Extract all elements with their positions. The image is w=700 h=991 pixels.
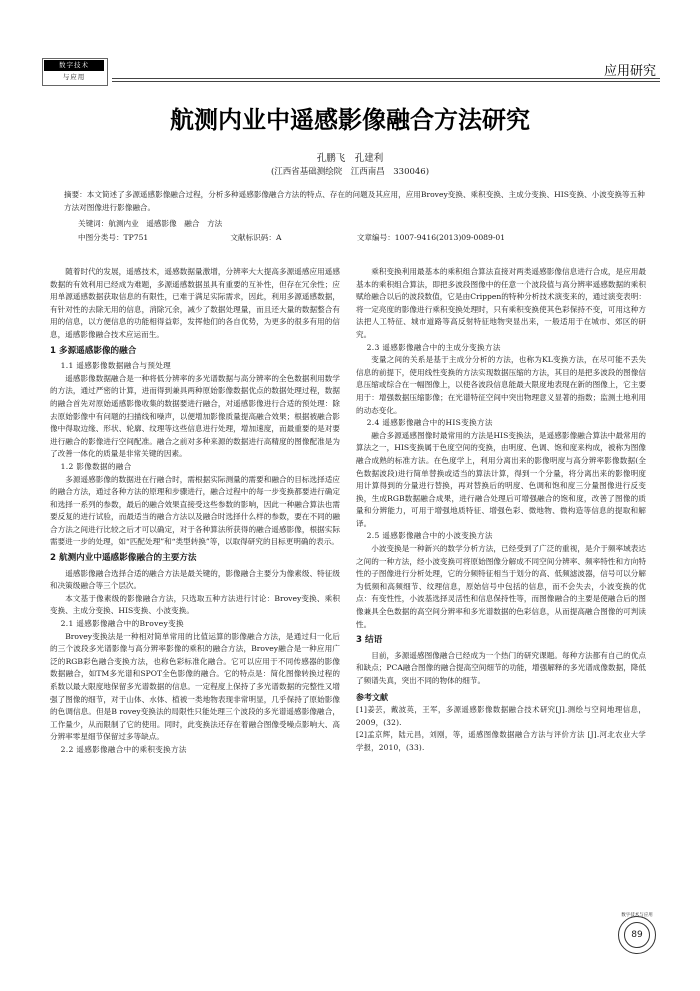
section-tag: 应用研究: [603, 64, 656, 79]
journal-logo-bottom: 与应用: [62, 73, 86, 81]
page-badge-text: 数字技术与应用: [621, 913, 653, 918]
section-heading: 3 结语: [356, 635, 383, 646]
paragraph: 遥感影像融合选择合适的融合方法是最关键的，影像融合主要分为像素级、特征级和决策级融合等三个层次。: [50, 568, 340, 591]
paragraph: Brovey变换法是一种相对简单常用的比值运算的影像融合方法，是通过归一化后的三个波段多光谱影像与高分辨率影像的乘积的融合方法，Brovey融合是一种应用广泛的RGB彩色融合变换方法，也称色彩标准化融合。它可以应用于不同传感器的影像数据融合，如TM多光谱和SPOT全色影像的融合。它的特点是：简化图像转换过程的系数以最大限度地保留多光谱数据的信息。一定程度上保持了多光谱数据的完整性又增强了图像的细节，对于山体、水体、植被一类地物表现非常明显，几乎保持了原始影像的色调信息。但是B rovey变换法的局限性只能处理三个波段的多光谱遥感影像融合，工作量少，从而限制了它的使用。同时，此变换法还存在着融合图像受噪点影响大、高分辨率零星细节保留过多等缺点。: [50, 631, 340, 742]
header-rule-2: [112, 81, 660, 82]
paragraph: 目前，多源遥感图像融合已经成为一个热门的研究课题。每种方法都有自己的优点和缺点；PCA融合图像的融合提高空间细节的功能，增强解释的多光谱成像数据，降低了频谱失真，突出不同的物体的细节。: [356, 650, 646, 685]
reference-item: [1]姜芸，戴波英，王军，多源遥感影像数据融合技术研究[J].测绘与空间地理信息，2009，(32).: [356, 705, 646, 727]
paragraph: 遥感影像数据融合是一种将低分辨率的多光谱数据与高分辨率的全色数据利用数学的方法，通过严密的计算，进而得到兼具两种原始影像数据优点的数据处理过程，数据的融合首先对原始遥感影像收集的数据要进行融合，对遥感影像进行合适的预处理：除去原始影像中有问题的扫描线和噪声，以便增加影像质量提高融合效果；根据被融合影像中得取边缘、形状、轮廓、纹理等这些信息进行处理，增加速度，而最重要的是对要进行融合的影像进行空间配准。融合之前对多种来源的数据进行高精度的图像配准是为了改善一体化的质量是非常关键的因素。: [50, 373, 340, 459]
affiliation: (江西省基础测绘院 江西南昌 330046): [270, 167, 430, 177]
subsection-heading: 2.2 遥感影像融合中的乘积变换方法: [60, 744, 187, 754]
subsection-heading: 2.4 遥感影像融合中的HIS变换方法: [366, 418, 493, 428]
left-column: [50, 266, 340, 757]
section-heading: 2 航测内业中遥感影像融合的主要方法: [50, 553, 197, 564]
classification-line: [78, 232, 638, 243]
paragraph: 融合多源遥感图像时最常用的方法是HIS变换法，是遥感影像融合算法中最常用的算法之一，HIS变换属于色度空间的变换，由明度、色调、饱和度来构成，被称为图像融合成熟的标准方法。在色度学上，利用分离出来的影像明度与高分辨率影像数据(全色数据波段)进行简单替换或适当的算法计算，得到一个分量，将分离出来的影像明度用计算得到的分量进行替换，再对替换后的明度、色调和饱和度三分量图像进行反变换，生成RGB数据融合成果，进行融合处理后可增强融合的饱和度，改善了图像的质量和分辨能力，可用于增强地质特征、增强色彩、微地物、微构造等信息的提取和解译。: [356, 430, 646, 528]
authors: 孔鹏飞 孔建利: [316, 153, 384, 164]
clc-number: 中图分类号：TP751: [78, 233, 149, 242]
page-number: 89: [624, 922, 650, 948]
doc-code: 文献标识码：A: [230, 233, 282, 242]
paragraph: 乘积变换利用最基本的乘积组合算法直接对两类遥感影像信息进行合成，是应用最基本的乘积组合算法，即把多波段图像中的任意一个波段值与高分辨率遥感数据的乘积赋给融合以后的波段数值，它是由Crippen的特种分析技术演变来的，通过演变表明：将一定亮度的影像进行乘积变换处理时，只有乘积变换使其色彩保持不变，可用这种方法把人工特征、城市道路等高反射特征地物突显出来，一般适用于在城市、郊区的研究。: [356, 267, 646, 339]
paragraph: 本文基于像素级的影像融合方法，只选取五种方法进行讨论：Brovey变换、乘积变换、主成分变换、HIS变换、小波变换。: [50, 593, 340, 616]
section-heading: 1 多源遥感影像的融合: [50, 345, 137, 356]
subsection-heading: 2.5 遥感影像融合中的小波变换方法: [366, 531, 493, 541]
abstract: 摘要：本文简述了多源遥感影像融合过程，分析多种遥感影像融合方法的特点、存在的问题及其应用，应用Brovey变换、乘积变换、主成分变换、HIS变换、小波变换等五种方法对图像进行影像融合。: [64, 190, 645, 212]
subsection-heading: 2.1 遥感影像融合中的Brovey变换: [60, 619, 184, 629]
paragraph: 随着时代的发展，遥感技术，遥感数据量激增，分辨率大大提高多源遥感应用遥感数据的有效利用已经成为难题，多源遥感数据虽具有重要的互补性，但存在冗余性；应用单源遥感数据获取信息的有限性，已难于满足实际需求，因此，利用多源遥感数据，有针对性的去除无用的信息，消除冗余，减少了数据处理量，而且还大量的数据整合有用的信息，以方便信息的功能相得益彰，发挥他们的各自优势，为更多的很多有用的信息，遥感影像融合技术应运而生。: [50, 267, 340, 339]
article-number: 文章编号：1007-9416(2013)09-0089-01: [356, 233, 506, 242]
header-rule: [112, 78, 660, 79]
reference-item: [2]孟京辉，陆元昌，刘刚，等，遥感图像数据融合方法与评价方法 [J].河北农业大学学报，2010，(33).: [356, 730, 646, 752]
paragraph: 多源遥感影像的数据进在行融合时，需根据实际测量的需要和融合的目标选择适应的融合方法，通过各种方法的原理和步骤进行，融合过程中的每一步变换都要进行确定和选择一系列的参数，最后的融合效果直接受这些参数的影响，因此一种融合算法也需要反复的进行试验，而最适当的融合方法以及融合时选择什么样的参数，要在不同的融合方法之间进行比较之后才可以确定，对于各种算法所获得的融合遥感影像，根据实际需要进一步的处理，如“匹配处理”和“类型转换”等，以取得研究的目标更明确的表示。: [50, 474, 340, 547]
subsection-heading: 1.1 遥感影像数据融合与预处理: [60, 361, 172, 371]
subsection-heading: 2.3 遥感影像融合中的主成分变换方法: [366, 342, 501, 352]
right-column: [356, 266, 646, 755]
paragraph: 变量之间的关系是基于主成分分析的方法，也称为KL变换方法，在尽可能不丢失信息的前提下，使用线性变换的方法实现数据压缩的方法，其目的是把多波段的图像信息压缩或综合在一幅图像上，以使各波段信息能最大限度地表现在新的图像上，它主要用于：增强数据压缩影像；在光谱特征空间中突出物理意义显著的指数；监测土地利用的动态变化。: [356, 355, 646, 415]
journal-logo-top: 数字技术: [44, 60, 104, 71]
subsection-heading: 1.2 影像数据的融合: [60, 461, 132, 471]
paragraph: 小波变换是一种新兴的数学分析方法，已经受到了广泛的重视，是介于频率域表达之间的一种方法，经小波变换可将原始图像分解成不同空间分辨率、频率特性和方向特性的子图像进行分析处理，它的分频特征相当于划分的高、低频滤波器，信号可以分解为低频和高频细节、纹理信息，原始信号中包括的信息，而不会失去，小波变换的优点：有变性性，小波基选择灵活性和信息保持性等，而图像融合的主要是使融合后的图像兼具全色数据的高空间分辨率和多光谱数据的色彩信息，从而提高融合图像的可判读性。: [356, 544, 646, 629]
keywords: 关键词：航测内业 遥感影像 融合 方法: [78, 219, 223, 228]
paper-title: 航测内业中遥感影像融合方法研究: [170, 106, 530, 134]
references-heading: 参考文献: [356, 692, 388, 702]
